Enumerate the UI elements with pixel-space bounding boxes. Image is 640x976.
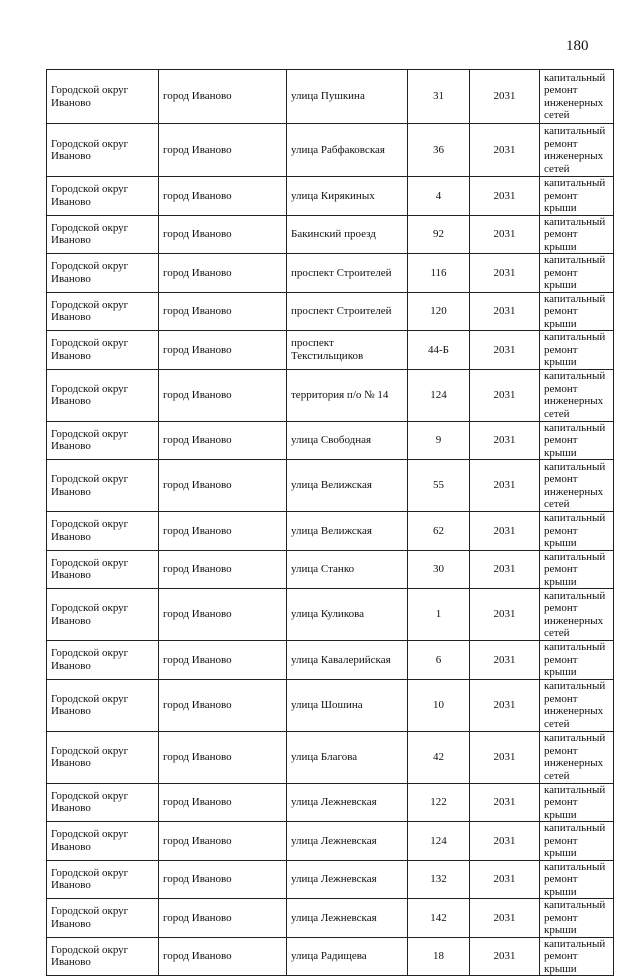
work-line: капитальный <box>544 331 606 343</box>
year-cell: 2031 <box>470 70 540 124</box>
house-cell: 42 <box>408 731 470 783</box>
table-row <box>47 421 614 460</box>
work-cell <box>540 331 614 370</box>
work-cell <box>540 124 614 177</box>
work-line: капитальный <box>544 783 606 796</box>
work-cell <box>540 369 614 421</box>
city-cell: город Иваново <box>159 215 287 254</box>
work-line: капитальный <box>544 460 606 473</box>
house-cell: 120 <box>408 292 470 331</box>
work-line: ремонт крыши <box>544 796 578 821</box>
street-cell: проспект Строителей <box>287 292 408 331</box>
house-cell: 10 <box>408 679 470 731</box>
work-cell <box>540 512 614 551</box>
work-line: инженерных <box>544 395 604 407</box>
street-cell: улица Свободная <box>287 421 408 460</box>
house-cell: 55 <box>408 460 470 512</box>
work-line: капитальный <box>544 550 606 563</box>
district-cell: Городской округ Иваново <box>47 550 159 589</box>
work-cell <box>540 822 614 861</box>
district-cell: Городской округ Иваново <box>47 512 159 551</box>
street-cell: проспект Строителей <box>287 254 408 293</box>
work-line: капитальный <box>544 177 606 189</box>
work-line: сетей <box>544 717 570 730</box>
house-cell: 62 <box>408 512 470 551</box>
street-cell: улица Куликова <box>287 589 408 641</box>
work-cell <box>540 215 614 254</box>
table-row <box>47 822 614 861</box>
work-line: инженерных <box>544 96 604 109</box>
house-cell: 9 <box>408 421 470 460</box>
table-row <box>47 550 614 589</box>
district-cell: Городской округ Иваново <box>47 369 159 421</box>
work-line: ремонт крыши <box>544 305 578 330</box>
work-line: ремонт крыши <box>544 434 578 459</box>
year-cell: 2031 <box>470 679 540 731</box>
work-line: капитальный <box>544 589 606 602</box>
year-cell: 2031 <box>470 369 540 421</box>
repair-registry-table <box>46 69 614 976</box>
table-row <box>47 783 614 822</box>
work-cell <box>540 589 614 641</box>
city-cell: город Иваново <box>159 177 287 216</box>
house-cell: 124 <box>408 822 470 861</box>
street-cell: улица Лежневская <box>287 860 408 899</box>
work-line: сетей <box>544 162 570 175</box>
work-line: капитальный <box>544 512 606 524</box>
house-cell: 116 <box>408 254 470 293</box>
year-cell: 2031 <box>470 124 540 177</box>
street-cell: проспект Текстильщиков <box>287 331 408 370</box>
year-cell: 2031 <box>470 783 540 822</box>
year-cell: 2031 <box>470 731 540 783</box>
city-cell: город Иваново <box>159 70 287 124</box>
work-line: ремонт крыши <box>544 834 578 859</box>
city-cell: город Иваново <box>159 512 287 551</box>
table-row <box>47 460 614 512</box>
work-line: ремонт крыши <box>544 189 578 214</box>
work-line: ремонт крыши <box>544 873 578 898</box>
city-cell: город Иваново <box>159 124 287 177</box>
work-cell <box>540 460 614 512</box>
table-row <box>47 254 614 293</box>
house-cell: 92 <box>408 215 470 254</box>
year-cell: 2031 <box>470 860 540 899</box>
work-line: капитальный <box>544 254 606 266</box>
district-cell: Городской округ Иваново <box>47 421 159 460</box>
city-cell: город Иваново <box>159 421 287 460</box>
house-cell: 31 <box>408 70 470 124</box>
city-cell: город Иваново <box>159 254 287 293</box>
street-cell: улица Рабфаковская <box>287 124 408 177</box>
district-cell: Городской округ Иваново <box>47 783 159 822</box>
city-cell: город Иваново <box>159 899 287 938</box>
city-cell: город Иваново <box>159 822 287 861</box>
table-row <box>47 860 614 899</box>
district-cell: Городской округ Иваново <box>47 937 159 976</box>
work-line: сетей <box>544 498 570 510</box>
table-row <box>47 731 614 783</box>
city-cell: город Иваново <box>159 731 287 783</box>
table-row <box>47 589 614 641</box>
district-cell: Городской округ Иваново <box>47 860 159 899</box>
street-cell: улица Велижская <box>287 512 408 551</box>
year-cell: 2031 <box>470 550 540 589</box>
city-cell: город Иваново <box>159 783 287 822</box>
work-line: ремонт крыши <box>544 266 578 291</box>
district-cell: Городской округ Иваново <box>47 899 159 938</box>
district-cell: Городской округ Иваново <box>47 731 159 783</box>
table-row <box>47 899 614 938</box>
table-row <box>47 292 614 331</box>
district-cell: Городской округ Иваново <box>47 177 159 216</box>
house-cell: 6 <box>408 641 470 680</box>
work-line: ремонт крыши <box>544 911 578 936</box>
city-cell: город Иваново <box>159 369 287 421</box>
table-row <box>47 124 614 177</box>
city-cell: город Иваново <box>159 460 287 512</box>
house-cell: 132 <box>408 860 470 899</box>
district-cell: Городской округ Иваново <box>47 292 159 331</box>
street-cell: улица Радищева <box>287 937 408 976</box>
work-line: капитальный <box>544 215 606 228</box>
work-cell <box>540 679 614 731</box>
house-cell: 36 <box>408 124 470 177</box>
work-line: капитальный <box>544 641 606 653</box>
work-line: ремонт <box>544 382 578 395</box>
city-cell: город Иваново <box>159 292 287 331</box>
work-line: инженерных <box>544 757 604 769</box>
work-cell <box>540 70 614 124</box>
work-cell <box>540 177 614 216</box>
work-cell <box>540 254 614 293</box>
street-cell: улица Пушкина <box>287 70 408 124</box>
work-line: инженерных <box>544 150 604 162</box>
year-cell: 2031 <box>470 899 540 938</box>
work-line: ремонт крыши <box>544 343 578 368</box>
work-cell <box>540 731 614 783</box>
work-cell <box>540 899 614 938</box>
table-row <box>47 369 614 421</box>
street-cell: улица Лежневская <box>287 822 408 861</box>
street-cell: улица Станко <box>287 550 408 589</box>
table-row <box>47 937 614 976</box>
work-line: сетей <box>544 769 570 782</box>
work-cell <box>540 860 614 899</box>
year-cell: 2031 <box>470 177 540 216</box>
district-cell: Городской округ Иваново <box>47 254 159 293</box>
work-line: ремонт крыши <box>544 228 578 253</box>
table-row <box>47 215 614 254</box>
house-cell: 18 <box>408 937 470 976</box>
table-row <box>47 641 614 680</box>
table-row <box>47 70 614 124</box>
year-cell: 2031 <box>470 254 540 293</box>
work-line: капитальный <box>544 421 606 434</box>
district-cell: Городской округ Иваново <box>47 679 159 731</box>
district-cell: Городской округ Иваново <box>47 331 159 370</box>
street-cell: улица Благова <box>287 731 408 783</box>
year-cell: 2031 <box>470 512 540 551</box>
district-cell: Городской округ Иваново <box>47 70 159 124</box>
work-line: капитальный <box>544 292 606 305</box>
house-cell: 44-Б <box>408 331 470 370</box>
house-cell: 122 <box>408 783 470 822</box>
district-cell: Городской округ Иваново <box>47 589 159 641</box>
work-line: сетей <box>544 627 570 639</box>
city-cell: город Иваново <box>159 550 287 589</box>
table-row <box>47 679 614 731</box>
work-line: ремонт <box>544 602 578 614</box>
work-line: капитальный <box>544 370 606 382</box>
house-cell: 1 <box>408 589 470 641</box>
work-line: инженерных <box>544 705 604 717</box>
street-cell: улица Шошина <box>287 679 408 731</box>
work-cell <box>540 421 614 460</box>
year-cell: 2031 <box>470 421 540 460</box>
district-cell: Городской округ Иваново <box>47 215 159 254</box>
work-line: ремонт <box>544 692 578 705</box>
street-cell: улица Кирякиных <box>287 177 408 216</box>
work-line: сетей <box>544 407 570 420</box>
work-line: инженерных <box>544 485 604 498</box>
house-cell: 124 <box>408 369 470 421</box>
work-line: ремонт <box>544 473 578 485</box>
page-number: 180 <box>566 38 589 54</box>
table-row <box>47 177 614 216</box>
work-line: сетей <box>544 109 570 121</box>
year-cell: 2031 <box>470 589 540 641</box>
table-body <box>47 70 614 976</box>
work-line: ремонт <box>544 84 578 96</box>
work-line: капитальный <box>544 125 606 137</box>
work-cell <box>540 937 614 976</box>
city-cell: город Иваново <box>159 860 287 899</box>
city-cell: город Иваново <box>159 331 287 370</box>
work-line: ремонт крыши <box>544 950 578 975</box>
city-cell: город Иваново <box>159 589 287 641</box>
work-line: капитальный <box>544 937 606 950</box>
district-cell: Городской округ Иваново <box>47 460 159 512</box>
city-cell: город Иваново <box>159 937 287 976</box>
work-line: инженерных <box>544 614 604 627</box>
work-line: капитальный <box>544 71 606 84</box>
work-line: капитальный <box>544 732 606 744</box>
city-cell: город Иваново <box>159 641 287 680</box>
street-cell: улица Лежневская <box>287 783 408 822</box>
street-cell: территория п/о № 14 <box>287 369 408 421</box>
street-cell: улица Велижская <box>287 460 408 512</box>
work-line: ремонт крыши <box>544 653 578 678</box>
work-line: ремонт крыши <box>544 524 578 549</box>
work-line: ремонт <box>544 744 578 757</box>
work-cell <box>540 783 614 822</box>
work-line: капитальный <box>544 680 606 692</box>
street-cell: Бакинский проезд <box>287 215 408 254</box>
work-line: капитальный <box>544 822 606 834</box>
street-cell: улица Лежневская <box>287 899 408 938</box>
table-row <box>47 331 614 370</box>
house-cell: 4 <box>408 177 470 216</box>
work-cell <box>540 550 614 589</box>
district-cell: Городской округ Иваново <box>47 641 159 680</box>
year-cell: 2031 <box>470 937 540 976</box>
year-cell: 2031 <box>470 215 540 254</box>
city-cell: город Иваново <box>159 679 287 731</box>
work-line: ремонт крыши <box>544 563 578 588</box>
house-cell: 30 <box>408 550 470 589</box>
year-cell: 2031 <box>470 641 540 680</box>
year-cell: 2031 <box>470 460 540 512</box>
year-cell: 2031 <box>470 331 540 370</box>
street-cell: улица Кавалерийская <box>287 641 408 680</box>
house-cell: 142 <box>408 899 470 938</box>
work-line: капитальный <box>544 860 606 873</box>
work-cell <box>540 641 614 680</box>
work-line: капитальный <box>544 899 606 911</box>
year-cell: 2031 <box>470 822 540 861</box>
district-cell: Городской округ Иваново <box>47 822 159 861</box>
work-cell <box>540 292 614 331</box>
year-cell: 2031 <box>470 292 540 331</box>
district-cell: Городской округ Иваново <box>47 124 159 177</box>
work-line: ремонт <box>544 137 578 150</box>
table-row <box>47 512 614 551</box>
